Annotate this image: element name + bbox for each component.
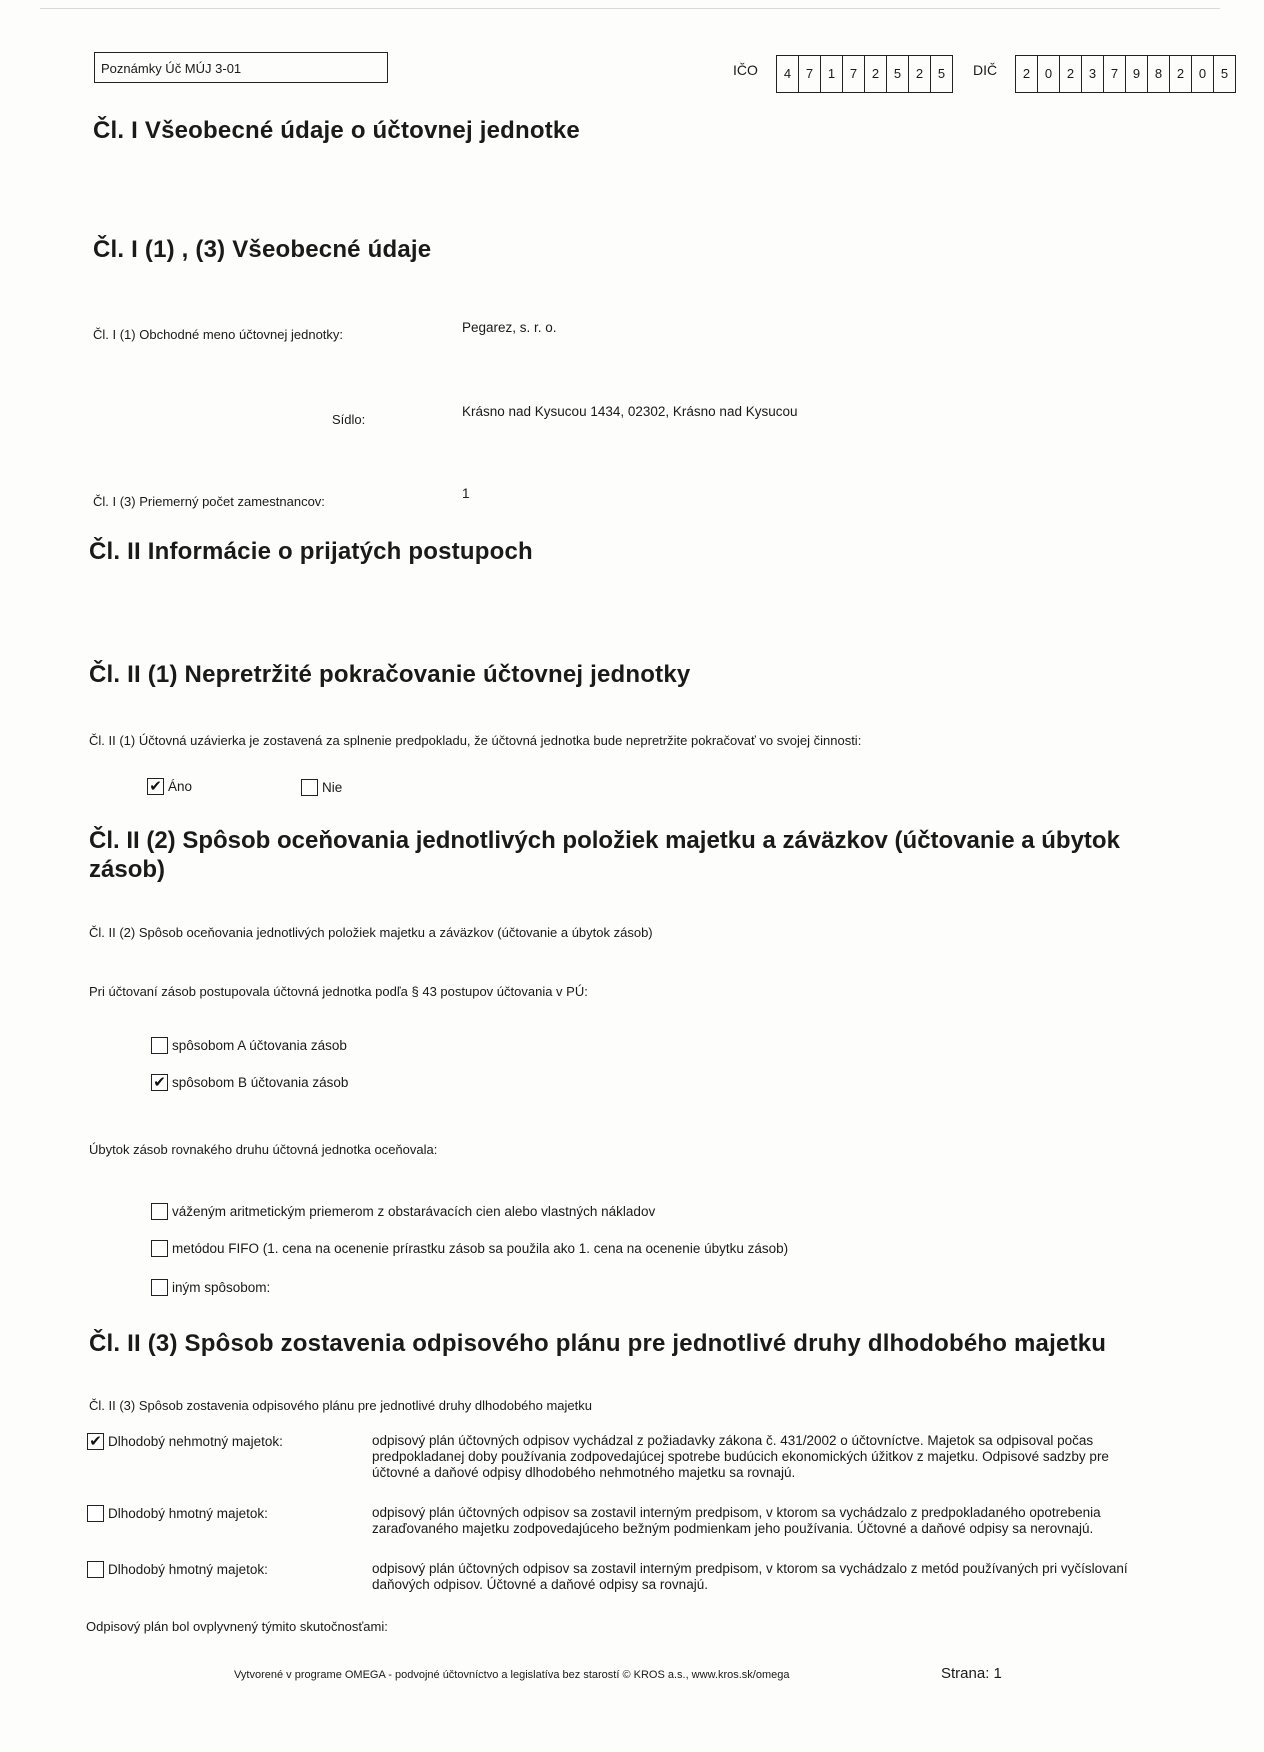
ico-digit: 1 xyxy=(821,56,843,92)
decrease-intro: Úbytok zásob rovnakého druhu účtovná jednotka oceňovala: xyxy=(89,1142,438,1157)
description-line: predpokladanej doby používania zodpovedajúcej spotrebe budúcich ekonomických úžitkov z majetku. Odpisové sadzby pre xyxy=(372,1449,1109,1464)
ico-digit: 4 xyxy=(777,56,799,92)
dic-digit: 8 xyxy=(1148,56,1170,92)
checkbox-yes[interactable] xyxy=(147,778,192,795)
method-b-label: spôsobom B účtovania zásob xyxy=(172,1075,349,1090)
ico-digit: 7 xyxy=(799,56,821,92)
section2-2-title xyxy=(89,826,1120,884)
description-line: odpisový plán účtovných odpisov vychádzal z požiadavky zákona č. 431/2002 o účtovníctve. Majetok sa odpisoval počas xyxy=(372,1433,1094,1448)
employees-value: 1 xyxy=(462,486,470,501)
seat-label: Sídlo: xyxy=(332,412,366,427)
description-line: daňových odpisov. Účtovné a daňové odpisy sa rovnajú. xyxy=(372,1577,708,1592)
tangible-assets-description-1 xyxy=(372,1505,1182,1537)
checkbox-empty-icon[interactable] xyxy=(87,1561,104,1578)
description-line: odpisový plán účtovných odpisov sa zostavil interným predpisom, v ktorom sa vychádzalo z metód používaných pri vyčíslovaní xyxy=(372,1561,1128,1576)
section1-subtitle: Čl. I (1) , (3) Všeobecné údaje xyxy=(93,236,432,263)
dic-digit: 2 xyxy=(1170,56,1192,92)
checkbox-method-a[interactable] xyxy=(151,1037,347,1054)
check-mark-icon[interactable]: ✔ xyxy=(151,1074,168,1091)
dic-digit: 2 xyxy=(1060,56,1082,92)
checkbox-tangible-assets-1[interactable] xyxy=(87,1505,268,1522)
section2-3-subtitle: Čl. II (3) Spôsob zostavenia odpisového plánu pre jednotlivé druhy dlhodobého majetku xyxy=(89,1398,592,1413)
ico-digit: 2 xyxy=(909,56,931,92)
form-title-box: Poznámky Úč MÚJ 3-01 xyxy=(94,52,388,83)
method-a-label: spôsobom A účtovania zásob xyxy=(172,1038,347,1053)
intangible-assets-description xyxy=(372,1433,1182,1481)
dic-digit: 0 xyxy=(1038,56,1060,92)
checkbox-empty-icon[interactable] xyxy=(87,1505,104,1522)
depreciation-influence-label: Odpisový plán bol ovplyvnený týmito skutočnosťami: xyxy=(86,1619,388,1634)
top-divider xyxy=(40,8,1220,9)
checkbox-empty-icon[interactable] xyxy=(301,779,318,796)
ico-digit: 2 xyxy=(865,56,887,92)
checkbox-empty-icon[interactable] xyxy=(151,1240,168,1257)
tangible-assets-description-2 xyxy=(372,1561,1182,1593)
company-name-value: Pegarez, s. r. o. xyxy=(462,320,557,335)
checkbox-fifo[interactable] xyxy=(151,1240,788,1257)
checkbox-method-b[interactable] xyxy=(151,1074,348,1091)
section2-3-title: Čl. II (3) Spôsob zostavenia odpisového plánu pre jednotlivé druhy dlhodobého majetku xyxy=(89,1330,1107,1357)
section2-1-title: Čl. II (1) Nepretržité pokračovanie účtovnej jednotky xyxy=(89,661,691,688)
ico-label: IČO xyxy=(733,62,758,78)
checkbox-other-method[interactable] xyxy=(151,1279,270,1296)
dic-digit: 0 xyxy=(1192,56,1214,92)
check-mark-icon[interactable]: ✔ xyxy=(147,778,164,795)
checkbox-tangible-assets-2[interactable] xyxy=(87,1561,268,1578)
weighted-average-label: váženým aritmetickým priemerom z obstarávacích cien alebo vlastných nákladov xyxy=(172,1204,656,1219)
section2-2-subtitle: Čl. II (2) Spôsob oceňovania jednotlivých položiek majetku a záväzkov (účtovanie a úbytok zásob) xyxy=(89,925,653,940)
dic-digit: 2 xyxy=(1016,56,1038,92)
ico-digit: 5 xyxy=(937,66,946,81)
other-method-label: iným spôsobom: xyxy=(172,1280,271,1295)
checkbox-empty-icon[interactable] xyxy=(151,1279,168,1296)
page-number: Strana: 1 xyxy=(941,1665,1002,1682)
dic-digit: 9 xyxy=(1126,56,1148,92)
section2-2-title-line2: zásob) xyxy=(89,856,166,883)
checkbox-no-label: Nie xyxy=(322,780,343,795)
description-line: zaraďovaného majetku zodpovedajúceho bežným podmienkam jeho používania. Účtovné a daňové odpisy sa nerovnajú. xyxy=(372,1521,1094,1536)
checkbox-no[interactable] xyxy=(301,779,342,796)
intangible-assets-label: Dlhodobý nehmotný majetok: xyxy=(108,1434,283,1449)
ico-digit: 5 xyxy=(887,56,909,92)
description-line: účtovné a daňové odpisy dlhodobého nehmotného majetku sa rovnajú. xyxy=(372,1465,796,1480)
description-line: odpisový plán účtovných odpisov sa zostavil interným predpisom, v ktorom sa vychádzalo z predpokladaného opotrebenia xyxy=(372,1505,1101,1520)
checkbox-intangible-assets[interactable] xyxy=(87,1433,283,1450)
fifo-label: metódou FIFO (1. cena na ocenenie prírastku zásob sa použila ako 1. cena na ocenenie úbytku zásob) xyxy=(172,1241,789,1256)
tangible-assets-label: Dlhodobý hmotný majetok: xyxy=(108,1562,268,1577)
dic-digit: 7 xyxy=(1104,56,1126,92)
checkbox-empty-icon[interactable] xyxy=(151,1037,168,1054)
ico-cells xyxy=(776,55,953,93)
dic-cells xyxy=(1015,55,1236,93)
ico-digit: 7 xyxy=(843,56,865,92)
check-mark-icon[interactable]: ✔ xyxy=(87,1433,104,1450)
tangible-assets-label: Dlhodobý hmotný majetok: xyxy=(108,1506,268,1521)
footer-created-by: Vytvorené v programe OMEGA - podvojné účtovníctvo a legislatíva bez starostí © KROS a.s., www.kros.sk/omega xyxy=(234,1669,790,1681)
section2-title: Čl. II Informácie o prijatých postupoch xyxy=(89,538,533,565)
checkbox-empty-icon[interactable] xyxy=(151,1203,168,1220)
seat-value: Krásno nad Kysucou 1434, 02302, Krásno nad Kysucou xyxy=(462,404,798,419)
dic-digit: 5 xyxy=(1220,66,1229,81)
checkbox-weighted-average[interactable] xyxy=(151,1203,655,1220)
checkbox-yes-label: Áno xyxy=(168,779,193,794)
section2-2-title-line1: Čl. II (2) Spôsob oceňovania jednotlivých položiek majetku a záväzkov (účtovanie a úbytok xyxy=(89,827,1120,854)
company-name-label: Čl. I (1) Obchodné meno účtovnej jednotky: xyxy=(93,327,344,342)
employees-label: Čl. I (3) Priemerný počet zamestnancov: xyxy=(93,494,325,509)
continuation-question: Čl. II (1) Účtovná uzávierka je zostavená za splnenie predpokladu, že účtovná jednotka bude nepretržite pokračovať vo svojej činnosti: xyxy=(89,733,862,748)
section1-title: Čl. I Všeobecné údaje o účtovnej jednotke xyxy=(93,117,580,144)
inventory-intro: Pri účtovaní zásob postupovala účtovná jednotka podľa § 43 postupov účtovania v PÚ: xyxy=(89,984,588,999)
dic-label: DIČ xyxy=(973,62,998,78)
dic-digit: 3 xyxy=(1082,56,1104,92)
